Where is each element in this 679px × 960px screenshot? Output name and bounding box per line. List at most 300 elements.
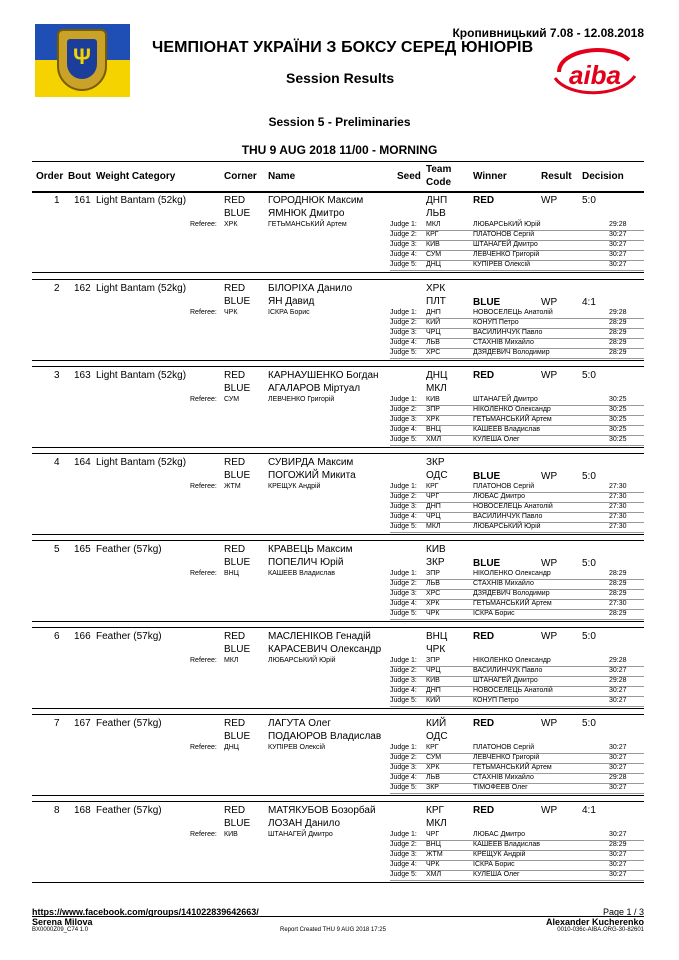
bout-order: 2 <box>54 283 60 294</box>
judge-name: КРЕЩУК Андрій <box>473 851 526 858</box>
referee-label: Referee: <box>190 221 217 228</box>
corner-blue-label: BLUE <box>224 557 251 568</box>
corner-blue-label: BLUE <box>224 470 251 481</box>
winner: BLUE <box>473 558 501 569</box>
footer-code-right: 0010-036c-AIBA.ORG-30-82601 <box>557 927 644 933</box>
judge-score: 29:28 <box>609 657 627 664</box>
judge-name: ДЗЯДЕВИЧ Володимир <box>473 349 550 356</box>
red-boxer-name: КАРНАУШЕНКО Богдан <box>268 370 379 381</box>
judge-label: Judge 3: <box>390 677 417 684</box>
bout-block <box>32 627 644 709</box>
judge-label: Judge 5: <box>390 610 417 617</box>
judge-score: 30:27 <box>609 697 627 704</box>
footer-page-number: Page 1 / 3 <box>602 907 644 917</box>
judge-score: 27:30 <box>609 493 627 500</box>
judge-code: ЧРК <box>426 610 440 617</box>
referee-label: Referee: <box>190 309 217 316</box>
judge-score: 28:29 <box>609 349 627 356</box>
bout-number: 164 <box>74 457 91 468</box>
judge-label: Judge 4: <box>390 339 417 346</box>
judge-name: ІСКРА Борис <box>473 610 515 617</box>
bout-number: 163 <box>74 370 91 381</box>
judge-name: ДЗЯДЕВИЧ Володимир <box>473 590 550 597</box>
judge-score: 30:27 <box>609 754 627 761</box>
judge-score: 28:29 <box>609 570 627 577</box>
corner-red-label: RED <box>224 544 246 555</box>
corner-red-label: RED <box>224 631 246 642</box>
referee-code: ВНЦ <box>224 570 239 577</box>
session-name: Session 5 - Preliminaries <box>268 115 411 129</box>
footer-report-created: Report Created THU 9 AUG 2018 17:25 <box>280 927 386 933</box>
judge-label: Judge 4: <box>390 426 417 433</box>
referee-name: КРЕЩУК Андрій <box>268 483 321 490</box>
judge-code: ВНЦ <box>426 841 441 848</box>
judge-name: ВАСИЛИНЧУК Павло <box>473 329 543 336</box>
judge-score: 27:30 <box>609 483 627 490</box>
bout-number: 161 <box>74 195 91 206</box>
judge-name: КУЛЕША Олег <box>473 871 520 878</box>
referee-code: КИВ <box>224 831 238 838</box>
decision: 5:0 <box>582 370 596 381</box>
red-team-code: ХРК <box>426 283 446 294</box>
judge-code: КИВ <box>426 241 440 248</box>
judge-code: ХРК <box>426 416 440 423</box>
judge-name: КУЛЕША Олег <box>473 436 520 443</box>
corner-red-label: RED <box>224 718 246 729</box>
judge-name: ШТАНАГЕЙ Дмитро <box>473 396 538 403</box>
referee-code: МКЛ <box>224 657 239 664</box>
judge-label: Judge 2: <box>390 841 417 848</box>
document-title: Session Results <box>286 70 395 86</box>
judge-code: ВНЦ <box>426 426 441 433</box>
weight-category: Feather (57kg) <box>96 805 162 816</box>
judge-score: 30:27 <box>609 241 627 248</box>
corner-red-label: RED <box>224 195 246 206</box>
col-winner: Winner <box>473 171 507 182</box>
judge-name: ПЛАТОНОВ Сергій <box>473 744 535 751</box>
judge-name: КАШЕЕВ Владислав <box>473 841 540 848</box>
decision: 5:0 <box>582 631 596 642</box>
judge-row-divider <box>390 358 644 359</box>
judge-label: Judge 2: <box>390 231 417 238</box>
result: WP <box>541 631 558 642</box>
judge-code: КРГ <box>426 744 439 751</box>
decision: 4:1 <box>582 297 596 308</box>
judge-score: 30:27 <box>609 251 627 258</box>
judge-score: 30:27 <box>609 851 627 858</box>
result: WP <box>541 805 558 816</box>
bout-block <box>32 366 644 448</box>
judge-code: ДНП <box>426 309 441 316</box>
judge-name: ЛЕВЧЕНКО Григорій <box>473 754 540 761</box>
judge-code: КИЙ <box>426 697 441 704</box>
judge-label: Judge 3: <box>390 329 417 336</box>
judge-name: СТАХНІВ Михайло <box>473 774 534 781</box>
corner-blue-label: BLUE <box>224 644 251 655</box>
judge-row-divider <box>390 880 644 881</box>
blue-team-code: МКЛ <box>426 818 447 829</box>
referee-code: ХРК <box>224 221 238 228</box>
judge-label: Judge 2: <box>390 319 417 326</box>
judge-code: ЧРЦ <box>426 513 441 520</box>
judge-label: Judge 2: <box>390 493 417 500</box>
table-header <box>32 161 644 193</box>
judge-score: 28:29 <box>609 319 627 326</box>
bout-block <box>32 191 644 273</box>
blue-team-code: ЧРК <box>426 644 446 655</box>
winner: RED <box>473 718 495 729</box>
bout-number: 167 <box>74 718 91 729</box>
judge-label: Judge 1: <box>390 657 417 664</box>
col-team-line2: Code <box>426 177 451 188</box>
judge-label: Judge 1: <box>390 570 417 577</box>
judge-row-divider <box>390 532 644 533</box>
judge-label: Judge 3: <box>390 764 417 771</box>
judge-name: ІСКРА Борис <box>473 861 515 868</box>
judge-score: 27:30 <box>609 600 627 607</box>
judge-score: 30:27 <box>609 764 627 771</box>
judge-score: 30:27 <box>609 871 627 878</box>
judge-score: 29:28 <box>609 677 627 684</box>
judge-label: Judge 5: <box>390 261 417 268</box>
judge-name: КОНУП Петро <box>473 697 519 704</box>
judge-score: 30:25 <box>609 396 627 403</box>
judge-name: ЛЮБАС Дмитро <box>473 493 526 500</box>
judge-code: ХРС <box>426 349 441 356</box>
blue-team-code: ЗКР <box>426 557 445 568</box>
judge-name: КОНУП Петро <box>473 319 519 326</box>
judge-label: Judge 4: <box>390 861 417 868</box>
judge-label: Judge 1: <box>390 831 417 838</box>
winner: BLUE <box>473 471 501 482</box>
bout-order: 6 <box>54 631 60 642</box>
judge-label: Judge 3: <box>390 416 417 423</box>
judge-row-divider <box>390 619 644 620</box>
referee-name: ІСКРА Борис <box>268 309 310 316</box>
judge-row-divider <box>390 270 644 271</box>
referee-label: Referee: <box>190 396 217 403</box>
bout-order: 1 <box>54 195 60 206</box>
judge-name: ГЕТЬМАНСЬКИЙ Артем <box>473 600 552 607</box>
judge-name: КАШЕЕВ Владислав <box>473 426 540 433</box>
result: WP <box>541 718 558 729</box>
judge-label: Judge 3: <box>390 851 417 858</box>
result: WP <box>541 195 558 206</box>
referee-name: КАШЕЕВ Владислав <box>268 570 335 577</box>
judge-score: 30:25 <box>609 426 627 433</box>
col-corner: Corner <box>224 171 257 182</box>
judge-score: 29:28 <box>609 774 627 781</box>
judge-code: ХМЛ <box>426 436 442 443</box>
red-team-code: ДНЦ <box>426 370 448 381</box>
judge-name: ШТАНАГЕЙ Дмитро <box>473 677 538 684</box>
judge-label: Judge 5: <box>390 523 417 530</box>
judge-name: НІКОЛЕНКО Олександр <box>473 406 551 413</box>
winner: RED <box>473 805 495 816</box>
judge-label: Judge 4: <box>390 600 417 607</box>
bout-block <box>32 801 644 883</box>
judge-name: ЛЮБАС Дмитро <box>473 831 526 838</box>
result: WP <box>541 471 558 482</box>
judge-label: Judge 2: <box>390 406 417 413</box>
judge-score: 30:25 <box>609 416 627 423</box>
judge-score: 28:29 <box>609 841 627 848</box>
referee-code: ЧРК <box>224 309 238 316</box>
referee-label: Referee: <box>190 570 217 577</box>
corner-blue-label: BLUE <box>224 731 251 742</box>
judge-label: Judge 5: <box>390 436 417 443</box>
judge-name: ПЛАТОНОВ Сергій <box>473 483 535 490</box>
referee-code: СУМ <box>224 396 240 403</box>
referee-label: Referee: <box>190 831 217 838</box>
referee-label: Referee: <box>190 483 217 490</box>
bout-order: 4 <box>54 457 60 468</box>
judge-row-divider <box>390 793 644 794</box>
judge-code: ХРК <box>426 600 440 607</box>
blue-boxer-name: ЛОЗАН Данило <box>268 818 341 829</box>
blue-boxer-name: ЯН Давид <box>268 296 315 307</box>
aiba-logo-text: aiba <box>568 60 622 90</box>
bout-block <box>32 540 644 622</box>
judge-score: 30:27 <box>609 831 627 838</box>
judge-code: ДНП <box>426 687 441 694</box>
judge-code: ЛЬВ <box>426 339 440 346</box>
judge-code: ХРК <box>426 764 440 771</box>
judge-code: ДНП <box>426 503 441 510</box>
judge-label: Judge 3: <box>390 590 417 597</box>
corner-blue-label: BLUE <box>224 383 251 394</box>
blue-boxer-name: ПОПЕЛИЧ Юрій <box>268 557 344 568</box>
judge-score: 30:27 <box>609 261 627 268</box>
judge-score: 30:25 <box>609 436 627 443</box>
referee-name: ШТАНАГЕЙ Дмитро <box>268 831 333 838</box>
col-weight-category: Weight Category <box>96 171 176 182</box>
judge-label: Judge 5: <box>390 349 417 356</box>
winner: RED <box>473 631 495 642</box>
red-boxer-name: ЛАГУТА Олег <box>268 718 331 729</box>
judge-code: МКЛ <box>426 221 441 228</box>
judge-label: Judge 4: <box>390 687 417 694</box>
referee-label: Referee: <box>190 744 217 751</box>
red-boxer-name: ГОРОДНЮК Максим <box>268 195 364 206</box>
judge-score: 30:27 <box>609 861 627 868</box>
decision: 4:1 <box>582 805 596 816</box>
bout-block <box>32 279 644 361</box>
judge-code: ЧРГ <box>426 493 440 500</box>
judge-code: ЗКР <box>426 784 439 791</box>
judge-name: НОВОСЕЛЕЦЬ Анатолій <box>473 503 553 510</box>
blue-boxer-name: ЯМНЮК Дмитро <box>268 208 345 219</box>
judge-label: Judge 1: <box>390 309 417 316</box>
footer-url: https://www.facebook.com/groups/141022839642663/ <box>32 907 259 917</box>
decision: 5:0 <box>582 718 596 729</box>
judge-code: КИВ <box>426 677 440 684</box>
red-boxer-name: МАСЛЕНІКОВ Генадій <box>268 631 371 642</box>
judge-score: 28:29 <box>609 580 627 587</box>
decision: 5:0 <box>582 471 596 482</box>
blue-boxer-name: КАРАСЕВИЧ Олександр <box>268 644 382 655</box>
weight-category: Light Bantam (52kg) <box>96 283 187 294</box>
weight-category: Feather (57kg) <box>96 718 162 729</box>
bout-number: 168 <box>74 805 91 816</box>
judge-name: ЛЮБАРСЬКИЙ Юрій <box>473 221 541 228</box>
judge-label: Judge 2: <box>390 754 417 761</box>
judge-name: ВАСИЛИНЧУК Павло <box>473 513 543 520</box>
judge-score: 27:30 <box>609 523 627 530</box>
event-dates: Кропивницький 7.08 - 12.08.2018 <box>452 26 644 40</box>
judge-code: ЧРЦ <box>426 329 441 336</box>
judge-name: ЛЕВЧЕНКО Григорій <box>473 251 540 258</box>
judge-score: 27:30 <box>609 513 627 520</box>
judge-code: ЗПР <box>426 406 440 413</box>
weight-category: Light Bantam (52kg) <box>96 370 187 381</box>
bout-order: 8 <box>54 805 60 816</box>
judge-code: КИВ <box>426 396 440 403</box>
red-team-code: ВНЦ <box>426 631 448 642</box>
referee-name: ЛЮБАРСЬКИЙ Юрій <box>268 657 336 664</box>
judge-score: 30:27 <box>609 667 627 674</box>
decision: 5:0 <box>582 195 596 206</box>
judge-name: ПЛАТОНОВ Сергій <box>473 231 535 238</box>
corner-red-label: RED <box>224 457 246 468</box>
judge-code: ЗПР <box>426 570 440 577</box>
corner-blue-label: BLUE <box>224 208 251 219</box>
corner-blue-label: BLUE <box>224 818 251 829</box>
championship-title: ЧЕМПІОНАТ УКРАЇНИ З БОКСУ СЕРЕД ЮНІОРІВ <box>152 39 534 56</box>
bout-number: 165 <box>74 544 91 555</box>
bout-block <box>32 453 644 535</box>
judge-code: ЧРК <box>426 861 440 868</box>
corner-red-label: RED <box>224 283 246 294</box>
bout-block <box>32 714 644 796</box>
judge-code: ЗПР <box>426 657 440 664</box>
judge-score: 30:27 <box>609 744 627 751</box>
judge-name: НІКОЛЕНКО Олександр <box>473 570 551 577</box>
referee-label: Referee: <box>190 657 217 664</box>
judge-score: 28:29 <box>609 610 627 617</box>
judge-score: 27:30 <box>609 503 627 510</box>
red-team-code: ДНП <box>426 195 448 206</box>
judge-name: ВАСИЛИНЧУК Павло <box>473 667 543 674</box>
col-seed: Seed <box>397 171 421 182</box>
referee-name: ГЕТЬМАНСЬКИЙ Артем <box>268 221 347 228</box>
col-order: Order <box>36 171 64 182</box>
judge-code: ХРС <box>426 590 441 597</box>
judge-label: Judge 2: <box>390 667 417 674</box>
judge-label: Judge 1: <box>390 221 417 228</box>
weight-category: Light Bantam (52kg) <box>96 195 187 206</box>
judge-label: Judge 4: <box>390 513 417 520</box>
judge-score: 30:27 <box>609 687 627 694</box>
judge-code: КРГ <box>426 231 439 238</box>
corner-red-label: RED <box>224 370 246 381</box>
session-day: THU 9 AUG 2018 11/00 - MORNING <box>241 143 438 157</box>
judge-name: НОВОСЕЛЕЦЬ Анатолій <box>473 309 553 316</box>
weight-category: Feather (57kg) <box>96 631 162 642</box>
red-boxer-name: БІЛОРІХА Данило <box>268 283 353 294</box>
bout-order: 3 <box>54 370 60 381</box>
red-boxer-name: КРАВЕЦЬ Максим <box>268 544 353 555</box>
blue-boxer-name: АГАЛАРОВ Міртуал <box>268 383 361 394</box>
red-boxer-name: СУВИРДА Максим <box>268 457 354 468</box>
referee-name: КУПІРЕВ Олексій <box>268 744 325 751</box>
red-team-code: КРГ <box>426 805 444 816</box>
footer-divider <box>32 916 644 917</box>
blue-team-code: ОДС <box>426 470 448 481</box>
judge-code: ЛЬВ <box>426 580 440 587</box>
red-team-code: КИЙ <box>426 718 447 729</box>
red-boxer-name: МАТЯКУБОВ Бозорбай <box>268 805 376 816</box>
corner-blue-label: BLUE <box>224 296 251 307</box>
judge-code: ЧРЦ <box>426 667 441 674</box>
judge-code: ХМЛ <box>426 871 442 878</box>
judge-name: НОВОСЕЛЕЦЬ Анатолій <box>473 687 553 694</box>
judge-score: 30:27 <box>609 231 627 238</box>
judge-code: КРГ <box>426 483 439 490</box>
judge-label: Judge 4: <box>390 774 417 781</box>
judge-label: Judge 5: <box>390 784 417 791</box>
blue-team-code: ОДС <box>426 731 448 742</box>
referee-code: ДНЦ <box>224 744 239 751</box>
col-result: Result <box>541 171 572 182</box>
judge-label: Judge 2: <box>390 580 417 587</box>
judge-label: Judge 1: <box>390 483 417 490</box>
weight-category: Feather (57kg) <box>96 544 162 555</box>
judge-code: КИЙ <box>426 319 441 326</box>
judge-score: 28:29 <box>609 590 627 597</box>
judge-name: СТАХНІВ Михайло <box>473 339 534 346</box>
judge-score: 28:29 <box>609 329 627 336</box>
judge-name: ТІМОФЕЕВ Олег <box>473 784 528 791</box>
judge-name: СТАХНІВ Михайло <box>473 580 534 587</box>
judge-label: Judge 1: <box>390 396 417 403</box>
blue-team-code: МКЛ <box>426 383 447 394</box>
judge-name: КУПІРЕВ Олексій <box>473 261 530 268</box>
judge-label: Judge 5: <box>390 697 417 704</box>
bout-order: 5 <box>54 544 60 555</box>
winner: RED <box>473 370 495 381</box>
blue-team-code: ЛЬВ <box>426 208 446 219</box>
bout-order: 7 <box>54 718 60 729</box>
judge-name: ЛЮБАРСЬКИЙ Юрій <box>473 523 541 530</box>
red-team-code: ЗКР <box>426 457 445 468</box>
decision: 5:0 <box>582 558 596 569</box>
judge-label: Judge 4: <box>390 251 417 258</box>
referee-code: ЖТМ <box>224 483 241 490</box>
footer-code-left: BX0000Z09_C74 1.0 <box>32 927 89 933</box>
judge-code: ЛЬВ <box>426 774 440 781</box>
judge-code: МКЛ <box>426 523 441 530</box>
judge-score: 29:28 <box>609 221 627 228</box>
judge-name: НІКОЛЕНКО Олександр <box>473 657 551 664</box>
footer-right-name: Alexander Kucherenko <box>545 917 644 927</box>
corner-red-label: RED <box>224 805 246 816</box>
judge-code: ЖТМ <box>426 851 443 858</box>
footer-left-name: Serena Milova <box>32 917 93 927</box>
judge-code: СУМ <box>426 251 442 258</box>
judge-name: ШТАНАГЕЙ Дмитро <box>473 241 538 248</box>
blue-team-code: ПЛТ <box>426 296 446 307</box>
judge-code: ЧРГ <box>426 831 440 838</box>
winner: BLUE <box>473 297 501 308</box>
judge-name: ГЕТЬМАНСЬКИЙ Артем <box>473 416 552 423</box>
blue-boxer-name: ПОДАЮРОВ Владислав <box>268 731 382 742</box>
col-team-line1: Team <box>426 164 452 175</box>
red-team-code: КИВ <box>426 544 446 555</box>
judge-code: ДНЦ <box>426 261 441 268</box>
judge-name: ГЕТЬМАНСЬКИЙ Артем <box>473 764 552 771</box>
judge-row-divider <box>390 445 644 446</box>
